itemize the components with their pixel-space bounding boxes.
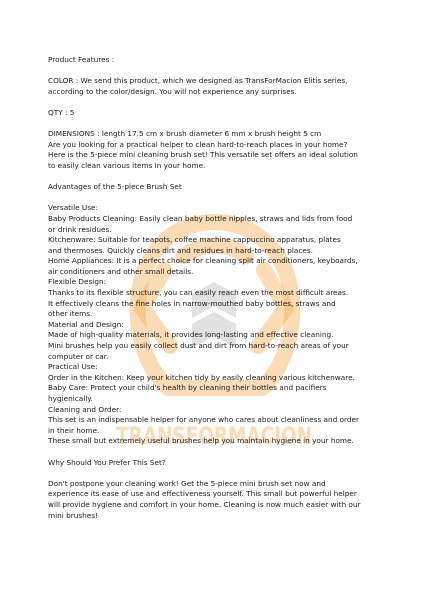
text-line: hygienically.	[48, 394, 93, 403]
text-line: Mini brushes help you easily collect dust and dirt from hard-to-reach areas of your	[48, 341, 349, 351]
text-line: Why Should You Prefer This Set?	[48, 457, 166, 467]
text-line: Thanks to its flexible structure, you can easily reach even the most difficult areas.	[48, 288, 349, 298]
text-line: This set is an indispensable helper for anyone who cares about cleanliness and order	[48, 415, 360, 425]
text-line: Baby Products Cleaning: Easily clean baby bottle nipples, straws and lids from food	[48, 213, 353, 223]
text-line: experience its ease of use and effectiveness yourself. This small but powerful helper	[48, 489, 357, 499]
text-line: Here is the 5-piece mini cleaning brush set! This versatile set offers an ideal solution	[48, 150, 358, 160]
text-line: Versatile Use:	[48, 203, 99, 213]
text-line: Advantages of the 5-piece Brush Set	[48, 182, 182, 192]
text-line: DIMENSIONS : length 17.5 cm x brush diameter 6 mm x brush height 5 cm	[48, 129, 322, 139]
text-line: will provide hygiene and comfort in your home. Cleaning is now much easier with our	[48, 499, 361, 509]
paragraph-spacer	[48, 468, 378, 479]
text-line: mini brushes!	[48, 510, 99, 520]
text-line: Product Features :	[48, 55, 115, 64]
text-line: Flexible Design:	[48, 277, 107, 287]
text-line: These small but extremely useful brushes help you maintain hygiene in your home.	[48, 436, 354, 446]
text-line: Kitchenware: Suitable for teapots, coffee machine cappuccino apparatus, plates	[48, 235, 341, 245]
paragraph-spacer	[48, 97, 378, 108]
text-line: Made of high-quality materials, it provides long-lasting and effective cleaning.	[48, 330, 334, 340]
text-line: computer or car.	[48, 351, 109, 361]
text-line: Material and Design:	[48, 319, 124, 329]
text-line: and thermoses. Quickly cleans dirt and residues in hard-to-reach places.	[48, 245, 313, 255]
text-line: other items.	[48, 309, 93, 319]
text-line: QTY : 5	[48, 107, 75, 117]
paragraph-spacer	[48, 447, 378, 458]
text-line: Order in the Kitchen: Keep your kitchen tidy by easily cleaning various kitchenware.	[48, 372, 355, 382]
text-line: Baby Care: Protect your child's health by cleaning their bottles and pacifiers	[48, 383, 327, 393]
text-line: It effectively cleans the fine holes in narrow-mouthed baby bottles, straws and	[48, 298, 336, 308]
text-line: Home Appliances: It is a perfect choice for cleaning split air conditioners, keyboards,	[48, 256, 358, 266]
product-description	[48, 55, 378, 521]
text-line: COLOR : We send this product, which we designed as TransForMacion Elitis series,	[48, 76, 348, 86]
text-line: to easily clean various items in your home.	[48, 160, 206, 170]
text-line: in their home.	[48, 425, 100, 435]
text-line: Cleaning and Order:	[48, 404, 122, 414]
paragraph-spacer	[48, 193, 378, 204]
text-line: air conditioners and other small details.	[48, 266, 194, 276]
text-line: Are you looking for a practical helper to clean hard-to-reach places in your home?	[48, 139, 348, 149]
text-line: Don't postpone your cleaning work! Get the 5-piece mini brush set now and	[48, 478, 326, 488]
text-line: according to the color/design. You will not experience any surprises.	[48, 86, 297, 96]
watermark-text: TRANSFORMACION	[116, 422, 312, 450]
text-line: or drink residues.	[48, 224, 112, 234]
paragraph-spacer	[48, 172, 378, 183]
paragraph-spacer	[48, 119, 378, 130]
text-line: Practical Use:	[48, 362, 98, 372]
paragraph-spacer	[48, 66, 378, 77]
